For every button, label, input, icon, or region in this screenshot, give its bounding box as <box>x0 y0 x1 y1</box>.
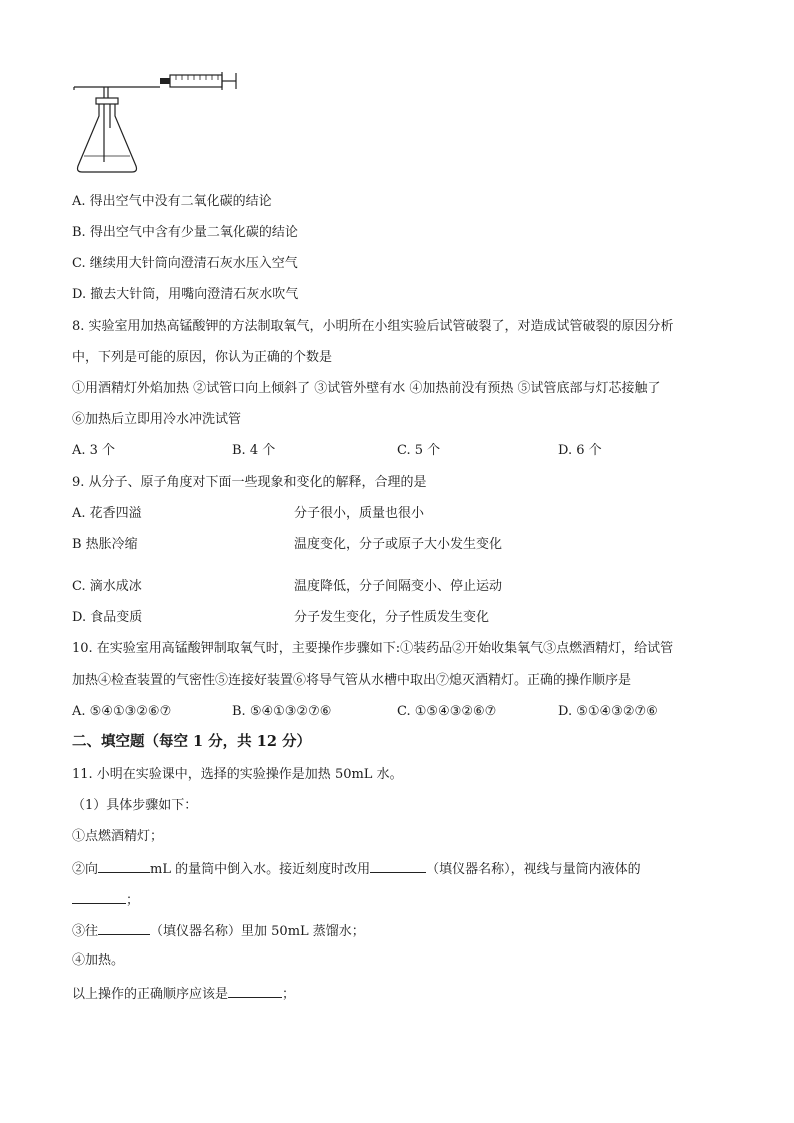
q10-stem-line2: 加热④检查装置的气密性⑤连接好装置⑥将导气管从水槽中取出⑦熄灭酒精灯。正确的操作顺序是 <box>72 673 632 688</box>
q10-option-c: C. ①⑤④③②⑥⑦ <box>397 704 497 719</box>
q8-option-c: C. 5 个 <box>397 443 441 458</box>
q11-order <box>72 984 295 1004</box>
flask-syringe-figure <box>72 70 247 180</box>
q9-row-b-label: B 热胀冷缩 <box>72 537 138 552</box>
q7-option-c: C. 继续用大针筒向澄清石灰水压入空气 <box>72 256 298 271</box>
section-2-title: 二、填空题（每空 1 分，共 12 分） <box>72 733 311 750</box>
q9-row-b-explain: 温度变化，分子或原子大小发生变化 <box>294 537 503 552</box>
q11-step3-suffix: （填仪器名称）里加 50mL 蒸馏水； <box>150 924 365 939</box>
q9-stem: 9. 从分子、原子角度对下面一些现象和变化的解释，合理的是 <box>72 475 427 490</box>
q8-stem-line2: 中，下列是可能的原因，你认为正确的个数是 <box>72 350 333 365</box>
q9-row-c-label: C. 滴水成冰 <box>72 579 142 594</box>
answer-blank-instrument[interactable] <box>370 859 426 873</box>
q11-step2-suffix: （填仪器名称），视线与量筒内液体的 <box>426 862 641 877</box>
q11-order-end: ； <box>282 987 296 1002</box>
q11-step2-line2 <box>72 890 139 910</box>
q9-row-c-explain: 温度降低，分子间隔变小、停止运动 <box>294 579 503 594</box>
q8-stem-line1: 8. 实验室用加热高锰酸钾的方法制取氧气，小明所在小组实验后试管破裂了，对造成试管破裂的原因分析 <box>72 319 674 334</box>
q7-option-a: A. 得出空气中没有二氧化碳的结论 <box>72 194 272 209</box>
q8-items-line1: ①用酒精灯外焰加热 ②试管口向上倾斜了 ③试管外壁有水 ④加热前没有预热 ⑤试管底部与灯芯接触了 <box>72 381 661 396</box>
q10-option-b: B. ⑤④①③②⑦⑥ <box>232 704 332 719</box>
answer-blank-sightline[interactable] <box>72 890 126 904</box>
q11-step2-line1 <box>72 859 641 879</box>
answer-blank-volume[interactable] <box>98 859 150 873</box>
q11-step4: ④加热。 <box>72 953 125 968</box>
q11-step3 <box>72 921 365 941</box>
q8-option-d: D. 6 个 <box>558 443 602 458</box>
q7-option-d: D. 撤去大针筒，用嘴向澄清石灰水吹气 <box>72 287 299 302</box>
q11-step2-prefix: ②向 <box>72 862 99 877</box>
q11-order-prefix: 以上操作的正确顺序应该是 <box>72 987 229 1002</box>
q11-step1: ①点燃酒精灯； <box>72 829 164 844</box>
q7-option-b: B. 得出空气中含有少量二氧化碳的结论 <box>72 225 298 240</box>
q9-row-a-explain: 分子很小，质量也很小 <box>294 506 425 521</box>
q11-step2-mid: mL 的量筒中倒入水。接近刻度时改用 <box>150 862 371 877</box>
q8-items-line2: ⑥加热后立即用冷水冲洗试管 <box>72 412 242 427</box>
conical-flask <box>78 104 137 172</box>
q9-row-a-label: A. 花香四溢 <box>72 506 142 521</box>
q11-stem: 11. 小明在实验课中，选择的实验操作是加热 50mL 水。 <box>72 767 403 782</box>
q9-row-d-label: D. 食品变质 <box>72 610 143 625</box>
q11-step3-prefix: ③往 <box>72 924 99 939</box>
q10-stem-line1: 10. 在实验室用高锰酸钾制取氧气时，主要操作步骤如下:①装药品②开始收集氧气③点燃酒精灯，给试管 <box>72 641 674 656</box>
q10-option-d: D. ⑤①④③②⑦⑥ <box>558 704 658 719</box>
q11-step2-end: ； <box>126 893 140 908</box>
stopper <box>96 98 118 104</box>
q9-row-d-explain: 分子发生变化，分子性质发生变化 <box>294 610 490 625</box>
syringe-barrel <box>170 75 222 87</box>
q11-sub1: （1）具体步骤如下： <box>72 798 198 813</box>
answer-blank-order[interactable] <box>228 984 282 998</box>
q8-option-a: A. 3 个 <box>72 443 116 458</box>
q10-option-a: A. ⑤④①③②⑥⑦ <box>72 704 172 719</box>
answer-blank-container[interactable] <box>98 921 150 935</box>
q8-option-b: B. 4 个 <box>232 443 276 458</box>
